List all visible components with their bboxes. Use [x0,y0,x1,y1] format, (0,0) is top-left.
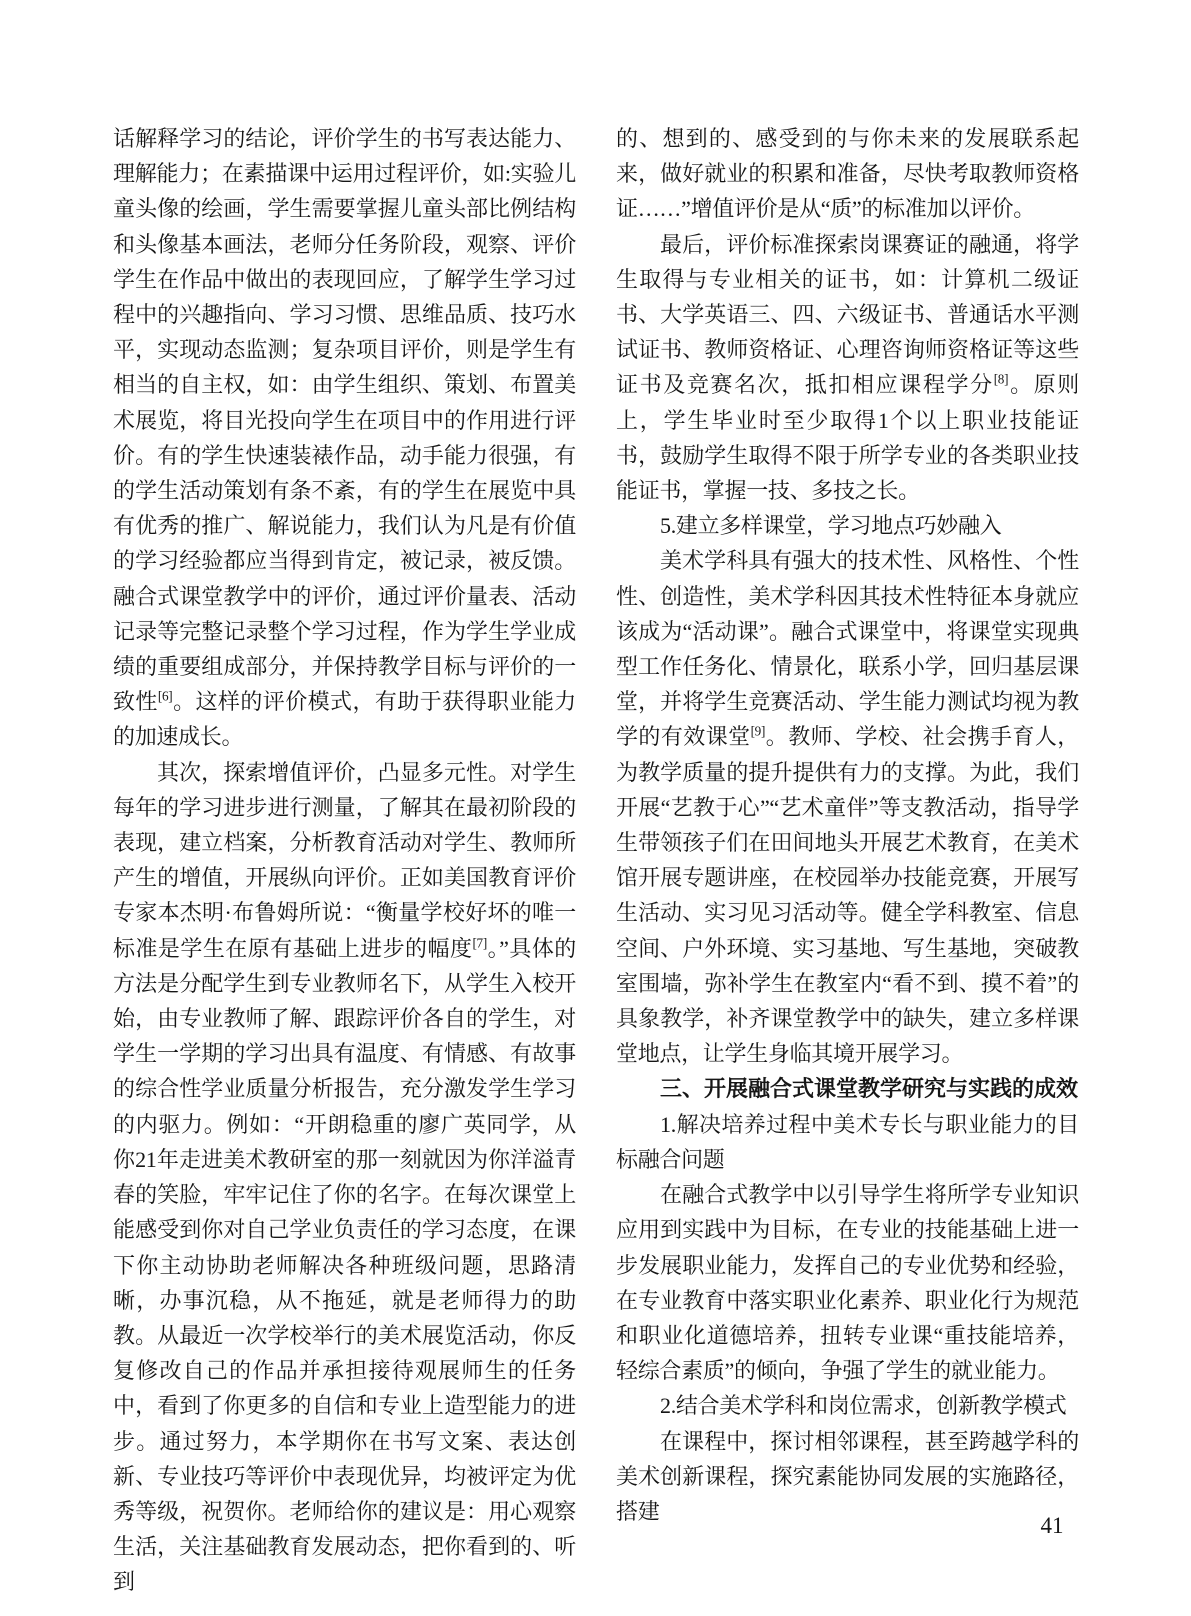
page-number: 41 [1040,1513,1064,1538]
section-heading: 三、开展融合式课堂教学研究与实践的成效 [660,1076,1079,1102]
citation-ref: [6] [157,688,173,704]
body-paragraph: 在融合式教学中以引导学生将所学专业知识应用到实践中为目标，在专业的技能基础上进一步发展职业能力，发挥自己的专业优势和经验，在专业教育中落实职业化素养、职业化行为规范和职业化道德培养，扭转专业课“重技能培养，轻综合素质”的倾向，争强了学生的就业能力。 [616,1182,1079,1384]
body-paragraph: 的、想到的、感受到的与你未来的发展联系起来，做好就业的积累和准备，尽快考取教师资格证……”增值评价是从“质”的标准加以评价。 [616,126,1079,222]
body-paragraph: 其次，探索增值评价，凸显多元性。对学生每年的学习进步进行测量，了解其在最初阶段的表现，建立档案，分析教育活动对学生、教师所产生的增值，开展纵向评价。正如美国教育评价专家本杰明·布鲁姆所说：“衡量学校好坏的唯一标准是学生在原有基础上进步的幅度[7]。”具体的方法是分配学生到专业教师名下，从学生入校开始，由专业教师了解、跟踪评价各自的学生，对学生一学期的学习出具有温度、有情感、有故事的综合性学业质量分析报告，充分激发学生学习的内驱力。例如：“开朗稳重的廖广英同学，从你21年走进美术教研室的那一刻就因为你洋溢青春的笑脸，牢牢记住了你的名字。在每次课堂上能感受到你对自己学业负责任的学习态度，在课下你主动协助老师解决各种班级问题，思路清晰，办事沉稳，从不拖延，就是老师得力的助教。从最近一次学校举行的美术展览活动，你反复修改自己的作品并承担接待观展师生的任务中，看到了你更多的自信和专业上造型能力的进步。通过努力，本学期你在书写文案、表达创新、专业技巧等评价中表现优异，均被评定为优秀等级，祝贺你。老师给你的建议是：用心观察生活，关注基础教育发展动态，把你看到的、听到 [113,759,577,1595]
citation-ref: [8] [993,372,1009,388]
list-item-5: 5.建立多样课堂，学习地点巧妙融入 [660,513,1002,539]
subsection-item-1: 1.解决培养过程中美术专长与职业能力的目标融合问题 [616,1111,1079,1172]
body-paragraph: 在课程中，探讨相邻课程，甚至跨越学科的美术创新课程，探究素能协同发展的实施路径，搭建 [616,1428,1079,1524]
body-paragraph: 最后，评价标准探索岗课赛证的融通，将学生取得与专业相关的证书，如：计算机二级证书、大学英语三、四、六级证书、普通话水平测试证书、教师资格证、心理咨询师资格证等这些证书及竞赛名次，抵扣相应课程学分[8]。原则上，学生毕业时至少取得1个以上职业技能证书，鼓励学生取得不限于所学专业的各类职业技能证书，掌握一技、多技之长。 [616,231,1080,504]
citation-ref: [7] [472,935,487,951]
citation-ref: [9] [750,724,766,740]
left-column [113,121,576,1600]
body-paragraph: 话解释学习的结论，评价学生的书写表达能力、理解能力；在素描课中运用过程评价，如:实验儿童头像的绘画，学生需要掌握儿童头部比例结构和头像基本画法，老师分任务阶段，观察、评价学生在作品中做出的表现回应，了解学生学习过程中的兴趣指向、学习习惯、思维品质、技巧水平，实现动态监测；复杂项目评价，则是学生有相当的自主权，如：由学生组织、策划、布置美术展览，将目光投向学生在项目中的作用进行评价。有的学生快速装裱作品，动手能力很强，有的学生活动策划有条不紊，有的学生在展览中具有优秀的推广、解说能力，我们认为凡是有价值的学习经验都应当得到肯定，被记录，被反馈。融合式课堂教学中的评价，通过评价量表、活动记录等完整记录整个学习过程，作为学生学业成绩的重要组成部分，并保持教学目标与评价的一致性[6]。这样的评价模式，有助于获得职业能力的加速成长。 [113,126,576,750]
body-paragraph: 美术学科具有强大的技术性、风格性、个性性、创造性，美术学科因其技术性特征本身就应该成为“活动课”。融合式课堂中，将课堂实现典型工作任务化、情景化，联系小学，回归基层课堂，并将学生竞赛活动、学生能力测试均视为教学的有效课堂[9]。教师、学校、社会携手育人，为教学质量的提升提供有力的支撑。为此，我们开展“艺教于心”“艺术童伴”等支教活动，指导学生带领孩子们在田间地头开展艺术教育，在美术馆开展专题讲座，在校园举办技能竞赛，开展写生活动、实习见习活动等。健全学科教室、信息空间、户外环境、实习基地、写生基地，突破教室围墙，弥补学生在教室内“看不到、摸不着”的具象教学，补齐课堂教学中的缺失，建立多样课堂地点，让学生身临其境开展学习。 [616,548,1079,1067]
subsection-item-2: 2.结合美术学科和岗位需求，创新教学模式 [660,1393,1067,1419]
right-column [616,121,1079,1529]
